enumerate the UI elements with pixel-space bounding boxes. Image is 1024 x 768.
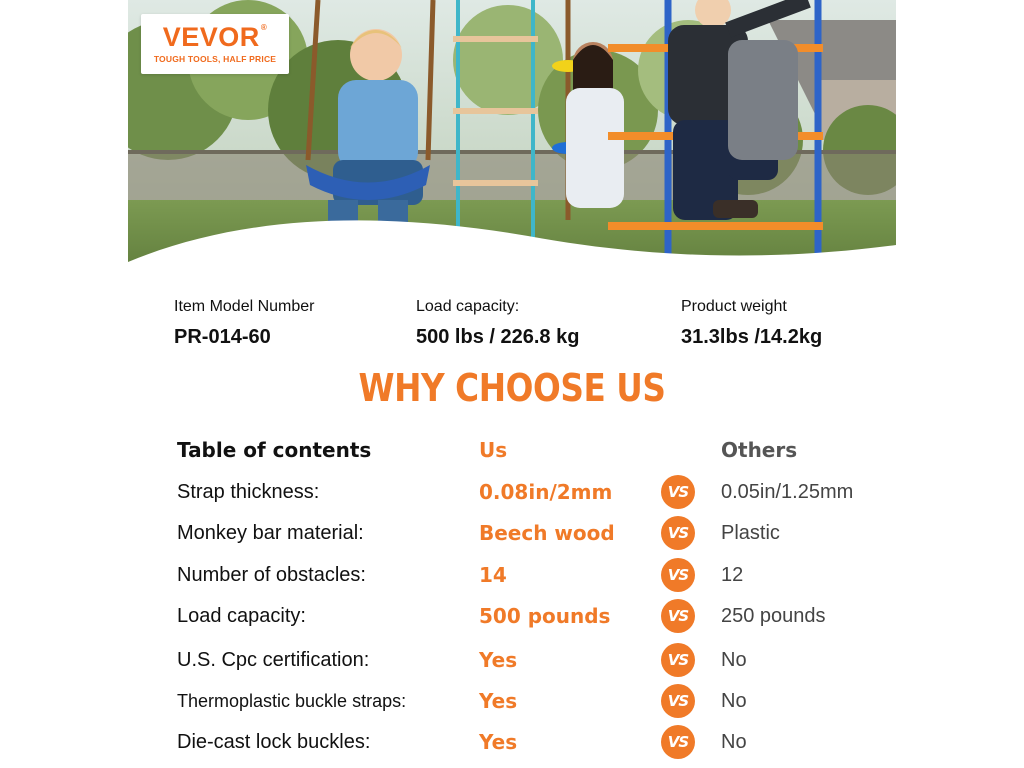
row-others-value: Plastic [721, 522, 780, 544]
row-us-value: 14 [479, 563, 507, 587]
brand-name: VEVOR [162, 22, 260, 52]
row-us-value: Yes [479, 730, 518, 754]
table-row [0, 513, 1024, 553]
row-feature: U.S. Cpc certification: [177, 649, 370, 671]
section-headline: WHY CHOOSE US [358, 366, 666, 410]
spec-model-number [174, 298, 315, 349]
trademark-symbol: ® [260, 23, 268, 32]
row-feature: Strap thickness: [177, 481, 320, 503]
row-us-value: Yes [479, 648, 518, 672]
row-us-value: Beech wood [479, 521, 615, 545]
table-header-row [0, 430, 1024, 470]
vs-icon: VS [661, 516, 695, 550]
brand-logo [141, 14, 289, 74]
row-others-value: 12 [721, 564, 744, 586]
spec-label: Product weight [681, 298, 787, 315]
vs-icon: VS [661, 599, 695, 633]
table-row [0, 596, 1024, 636]
row-feature: Load capacity: [177, 605, 306, 627]
vs-icon: VS [661, 475, 695, 509]
row-others-value: No [721, 649, 747, 671]
row-others-value: No [721, 731, 747, 753]
vs-icon: VS [661, 725, 695, 759]
vs-icon: VS [661, 558, 695, 592]
row-feature: Die-cast lock buckles: [177, 731, 371, 753]
table-row [0, 722, 1024, 762]
spec-value: 31.3lbs /14.2kg [681, 326, 823, 348]
table-row [0, 640, 1024, 680]
header-feature: Table of contents [177, 438, 372, 462]
header-us: Us [479, 438, 508, 462]
spec-value: PR-014-60 [174, 326, 271, 348]
row-us-value: 0.08in/2mm [479, 480, 613, 504]
row-us-value: Yes [479, 689, 518, 713]
vs-icon: VS [661, 643, 695, 677]
spec-product-weight [681, 298, 822, 349]
table-row [0, 555, 1024, 595]
row-others-value: 0.05in/1.25mm [721, 481, 854, 503]
spec-label: Item Model Number [174, 298, 315, 315]
table-row [0, 472, 1024, 512]
row-others-value: No [721, 690, 747, 712]
row-feature: Thermoplastic buckle straps: [177, 691, 407, 711]
table-row [0, 681, 1024, 721]
spec-label: Load capacity: [416, 298, 520, 315]
spec-value: 500 lbs / 226.8 kg [416, 326, 580, 348]
brand-wordmark [163, 24, 267, 51]
header-others: Others [721, 438, 798, 462]
row-feature: Monkey bar material: [177, 522, 364, 544]
row-others-value: 250 pounds [721, 605, 826, 627]
vs-icon: VS [661, 684, 695, 718]
spec-load-capacity [416, 298, 579, 349]
comparison-table [0, 430, 1024, 768]
row-feature: Number of obstacles: [177, 564, 366, 586]
brand-tagline: TOUGH TOOLS, HALF PRICE [153, 54, 277, 64]
row-us-value: 500 pounds [479, 604, 611, 628]
